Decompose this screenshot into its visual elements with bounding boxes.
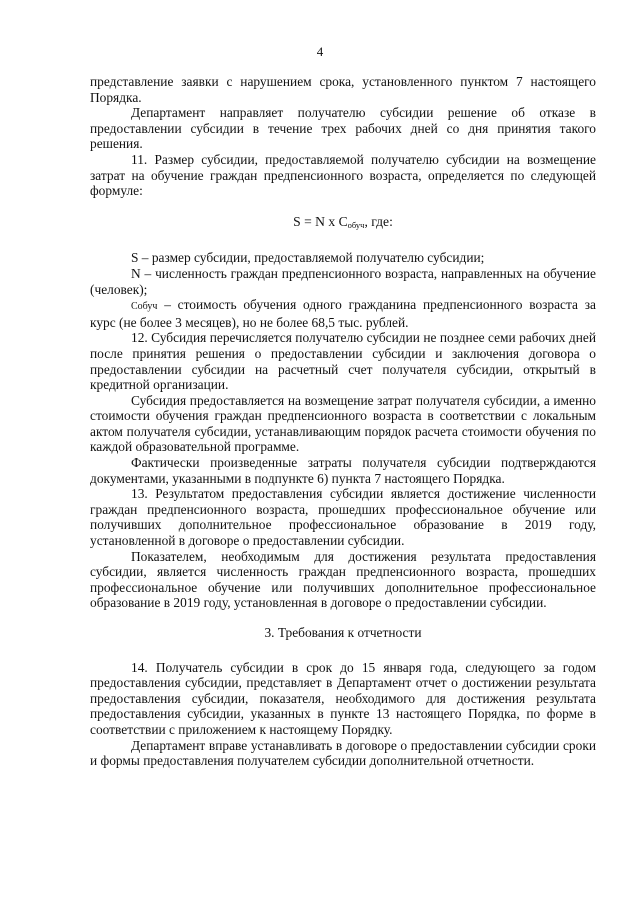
definition-c <box>90 297 596 330</box>
subsidy-formula <box>90 214 596 234</box>
paragraph-12: 12. Субсидия перечисляется получателю субсидии не позднее семи рабочих дней после принятия решения о предоставлении субсидии и заключения договора о предоставлении субсидии на расчетный счет получателя субсидии, открытый в кредитной организации. <box>90 330 596 393</box>
paragraph-14: 14. Получатель субсидии в срок до 15 января года, следующего за годом предоставления субсидии, представляет в Департамент отчет о достижении результата предоставления субсидии, показателя, необходимого для достижения результата предоставления субсидии, указанных в пункте 13 настоящего Порядка, по форме в соответствии с приложением к настоящему Порядку. <box>90 659 596 737</box>
formula-tail: , где: <box>364 213 393 229</box>
paragraph-12c: Фактически произведенные затраты получателя субсидии подтверждаются документами, указанными в подпункте 6) пункта 7 настоящего Порядка. <box>90 455 596 486</box>
paragraph-14b: Департамент вправе устанавливать в договоре о предоставлении субсидии сроки и формы предоставления получателем субсидии дополнительной отчетности. <box>90 737 596 769</box>
paragraph-13: 13. Результатом предоставления субсидии является достижение численности граждан предпенсионного возраста, прошедших профессиональное обучение или получивших дополнительное профессиональное образование в 2019 году, установленной в договоре о предоставлении субсидии. <box>90 486 596 549</box>
definition-c-text: – стоимость обучения одного гражданина предпенсионного возраста за курс (не более 3 месяцев), но не более 68,5 тыс. рублей. <box>90 297 596 330</box>
document-body <box>90 74 596 769</box>
paragraph-11: 11. Размер субсидии, предоставляемой получателю субсидии на возмещение затрат на обучение граждан предпенсионного возраста, определяется по следующей формуле: <box>90 151 596 199</box>
definition-s: S – размер субсидии, предоставляемой получателю субсидии; <box>131 250 485 266</box>
formula-subscript: обуч <box>347 219 365 230</box>
paragraph-refusal: Департамент направляет получателю субсидии решение об отказе в предоставлении субсидии в течение трех рабочих дней со дня принятия такого решения. <box>90 105 596 152</box>
paragraph-continuation: представление заявки с нарушением срока, установленного пунктом 7 настоящего Порядка. <box>90 74 596 105</box>
definition-n: N – численность граждан предпенсионного возраста, направленных на обучение (человек); <box>90 265 596 297</box>
page-number: 4 <box>316 44 324 59</box>
paragraph-12b: Субсидия предоставляется на возмещение затрат получателя субсидии, а именно стоимости обучения граждан предпенсионного возраста в соответствии с локальным актом получателя субсидии, устанавливающим порядок расчета стоимости обучения по каждой образовательной программе. <box>90 392 596 455</box>
section-heading: 3. Требования к отчетности <box>264 625 422 640</box>
formula-main: S = N x C <box>293 213 348 229</box>
definition-c-symbol: Cобуч <box>131 301 158 313</box>
paragraph-13b: Показателем, необходимым для достижения результата предоставления субсидии, является численность граждан предпенсионного возраста, прошедших профессиональное обучение или получивших дополнительное профессиональное образование в 2019 году, установленная в договоре о предоставлении субсидии. <box>90 548 596 611</box>
